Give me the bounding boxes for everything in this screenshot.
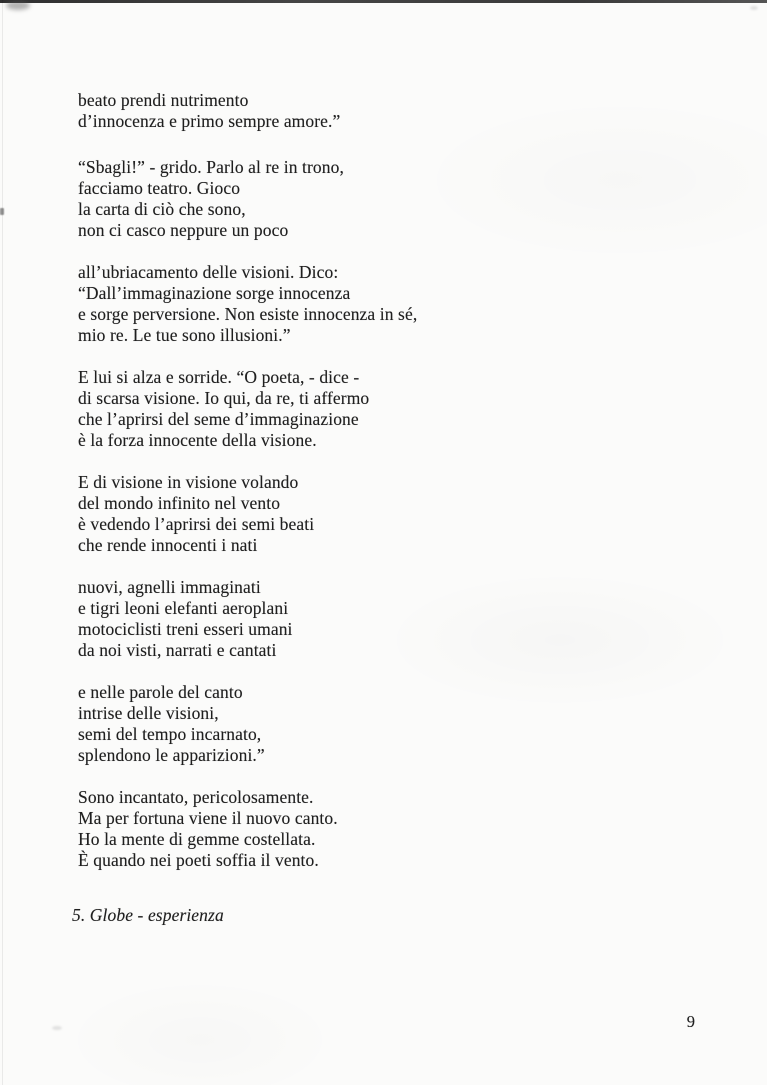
poem-line: di scarsa visione. Io qui, da re, ti affermo — [78, 388, 370, 408]
poem-line: E di visione in visione volando — [78, 472, 299, 492]
poem-line: splendono le apparizioni.” — [78, 745, 265, 765]
poem-line: che rende innocenti i nati — [78, 535, 258, 555]
scan-artifact-top-left — [6, 1, 30, 10]
poem-line: È quando nei poeti soffia il vento. — [78, 850, 319, 870]
scan-artifact-left-tick — [0, 208, 4, 215]
poem-stanza-4 — [78, 367, 638, 451]
poem-line: del mondo infinito nel vento — [78, 493, 281, 513]
poem-line: semi del tempo incarnato, — [78, 724, 262, 744]
poem-line: “Dall’immaginazione sorge innocenza — [78, 283, 351, 303]
poem-line: E lui si alza e sorride. “O poeta, - dice - — [78, 367, 360, 387]
poem-stanza-6 — [78, 577, 638, 661]
poem-line: e nelle parole del canto — [78, 682, 243, 702]
poem-line: non ci casco neppure un poco — [78, 220, 289, 240]
scan-artifact-top-right — [750, 6, 758, 10]
poem-stanza-1 — [78, 90, 638, 132]
scan-edge-top — [0, 0, 767, 3]
poem-line: e tigri leoni elefanti aeroplani — [78, 598, 289, 618]
poem-line: all’ubriacamento delle visioni. Dico: — [78, 262, 339, 282]
poem-line: e sorge perversione. Non esiste innocenza in sé, — [78, 304, 418, 324]
poem-stanza-2 — [78, 157, 638, 241]
poem-line: “Sbagli!” - grido. Parlo al re in trono, — [78, 157, 344, 177]
poem-line: è la forza innocente della visione. — [78, 430, 317, 450]
scan-edge-left — [2, 0, 3, 1085]
poem-line: la carta di ciò che sono, — [78, 199, 246, 219]
poem-line: Ho la mente di gemme costellata. — [78, 829, 316, 849]
poem-stanza-7 — [78, 682, 638, 766]
poem-line: Sono incantato, pericolosamente. — [78, 787, 314, 807]
poem-line: beato prendi nutrimento — [78, 90, 249, 110]
section-heading: 5. Globe - esperienza — [72, 905, 224, 925]
poem-line: Ma per fortuna viene il nuovo canto. — [78, 808, 338, 828]
poem-stanza-8 — [78, 787, 638, 871]
poem-stanza-3 — [78, 262, 638, 346]
page-number: 9 — [686, 1012, 695, 1031]
poem-line: facciamo teatro. Gioco — [78, 178, 241, 198]
poem-line: è vedendo l’aprirsi dei semi beati — [78, 514, 315, 534]
poem-line: mio re. Le tue sono illusioni.” — [78, 325, 291, 345]
poem-line: intrise delle visioni, — [78, 703, 219, 723]
scan-artifact-bottom-left — [52, 1026, 62, 1030]
poem-line: d’innocenza e primo sempre amore.” — [78, 111, 341, 131]
poem-stanza-5 — [78, 472, 638, 556]
poem-line: da noi visti, narrati e cantati — [78, 640, 277, 660]
poem-line: che l’aprirsi del seme d’immaginazione — [78, 409, 359, 429]
poem-text — [72, 90, 638, 926]
poem-line: nuovi, agnelli immaginati — [78, 577, 261, 597]
poem-line: motociclisti treni esseri umani — [78, 619, 293, 639]
